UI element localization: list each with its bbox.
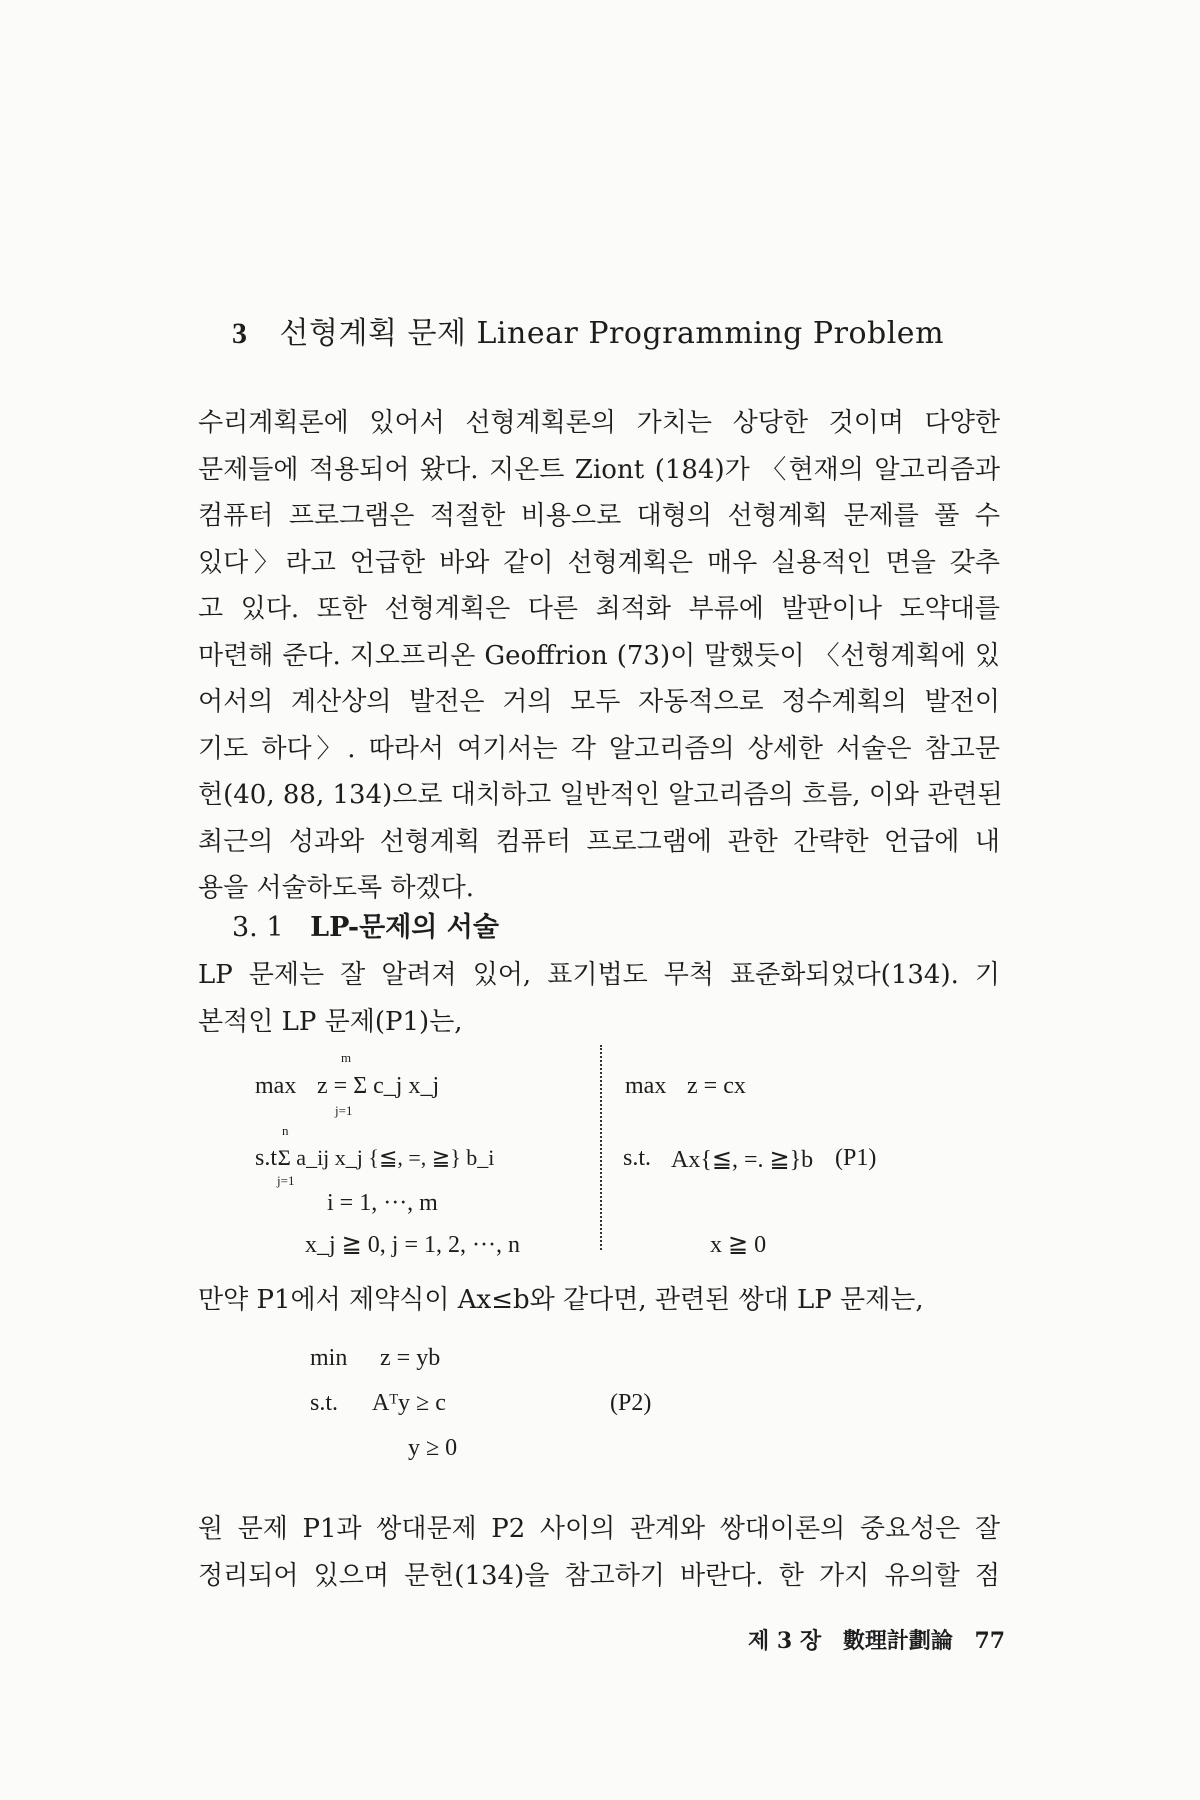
footer-chapter: 제 3 장 bbox=[748, 1628, 822, 1654]
formula-min-label: min bbox=[310, 1345, 348, 1371]
formula-objective-matrix: z = cx bbox=[687, 1073, 746, 1099]
text-line: 있다〉라고 언급한 바와 같이 선형계획은 매우 실용적인 면을 갖추 bbox=[198, 547, 1000, 578]
text-line: 수리계획론에 있어서 선형계획론의 가치는 상당한 것이며 다양한 bbox=[198, 408, 1000, 438]
formula-max-label: max bbox=[255, 1073, 297, 1099]
paragraph-lp-notation bbox=[198, 952, 1000, 1045]
text-line: 어서의 계산상의 발전은 거의 모두 자동적으로 정수계획의 발전이 bbox=[198, 687, 1000, 717]
text-line: 컴퓨터 프로그램은 적절한 비용으로 대형의 선형계획 문제를 풀 수 bbox=[198, 501, 1000, 531]
formula-constraint: Σ a_ij x_j {≦, =, ≧} b_i bbox=[278, 1145, 495, 1170]
formula-p1 bbox=[255, 1045, 1015, 1258]
formula-st-label: s.t. bbox=[310, 1390, 339, 1416]
sum-lower-limit: j=1 bbox=[335, 1103, 353, 1118]
formula-max-label: max bbox=[625, 1073, 667, 1099]
formula-nonnegativity: y ≥ 0 bbox=[408, 1435, 458, 1461]
text-line: 정리되어 있으며 문헌(134)을 참고하기 바란다. 한 가지 유의할 점 bbox=[198, 1560, 1000, 1591]
paragraph-duality bbox=[198, 1506, 1000, 1599]
page-number: 77 bbox=[974, 1628, 1006, 1654]
subsection-number: 3. 1 bbox=[232, 912, 284, 943]
subsection-title: LP-문제의 서술 bbox=[310, 912, 499, 943]
formula-constraint-matrix: Ax{≦, =. ≧}b bbox=[671, 1147, 814, 1173]
text-line: 기도 하다〉. 따라서 여기서는 각 알고리즘의 상세한 서술은 참고문 bbox=[198, 733, 1000, 764]
formula-constraint: Aᵀy ≥ c bbox=[372, 1390, 446, 1416]
section-title: 선형계획 문제 Linear Programming Problem bbox=[279, 316, 945, 351]
text-line: 만약 P1에서 제약식이 Ax≤b와 같다면, 관련된 쌍대 LP 문제는, bbox=[198, 1285, 924, 1315]
sum-lower-limit: j=1 bbox=[277, 1173, 295, 1188]
formula-st-label: s.t. bbox=[623, 1145, 652, 1171]
formula-st-label: s.t. bbox=[255, 1145, 284, 1171]
text-line: 용을 서술하도록 하겠다. bbox=[198, 873, 474, 903]
text-line: 문제들에 적용되어 왔다. 지온트 Ziont (184)가 〈현재의 알고리즘과 bbox=[198, 454, 1000, 485]
text-line: 마련해 준다. 지오프리온 Geoffrion (73)이 말했듯이 〈선형계획에 있 bbox=[198, 640, 1000, 671]
formula-objective: z = Σ c_j x_j bbox=[317, 1073, 440, 1099]
paragraph-intro bbox=[198, 400, 1003, 912]
sum-upper-limit: m bbox=[341, 1050, 352, 1065]
subsection-heading bbox=[232, 905, 499, 944]
text-line: 고 있다. 또한 선형계획은 다른 최적화 부류에 발판이나 도약대를 bbox=[198, 594, 1000, 624]
paragraph-dual-intro bbox=[198, 1277, 1000, 1324]
formula-index-range: i = 1, ···, m bbox=[327, 1190, 438, 1216]
section-heading bbox=[232, 308, 944, 352]
formula-divider bbox=[600, 1045, 602, 1250]
text-line: LP 문제는 잘 알려져 있어, 표기법도 무척 표준화되었다(134). 기 bbox=[198, 960, 1000, 990]
text-line: 헌(40, 88, 134)으로 대치하고 일반적인 알고리즘의 흐름, 이와 관련된 bbox=[198, 780, 1003, 810]
section-number: 3 bbox=[232, 317, 248, 350]
formula-objective: z = yb bbox=[380, 1345, 441, 1371]
formula-tag: (P2) bbox=[610, 1390, 652, 1416]
text-line: 원 문제 P1과 쌍대문제 P2 사이의 관계와 쌍대이론의 중요성은 잘 bbox=[198, 1514, 1000, 1544]
page-footer bbox=[748, 1624, 1019, 1655]
formula-tag: (P1) bbox=[835, 1145, 877, 1171]
formula-nonnegativity-matrix: x ≧ 0 bbox=[710, 1232, 767, 1258]
formula-nonnegativity: x_j ≧ 0, j = 1, 2, ···, n bbox=[305, 1232, 520, 1258]
footer-title: 數理計劃論 bbox=[842, 1628, 953, 1654]
text-line: 본적인 LP 문제(P1)는, bbox=[198, 1006, 463, 1037]
sum-upper-limit: n bbox=[282, 1123, 289, 1138]
formula-p2 bbox=[310, 1345, 710, 1465]
text-line: 최근의 성과와 선형계획 컴퓨터 프로그램에 관한 간략한 언급에 내 bbox=[198, 826, 1000, 857]
